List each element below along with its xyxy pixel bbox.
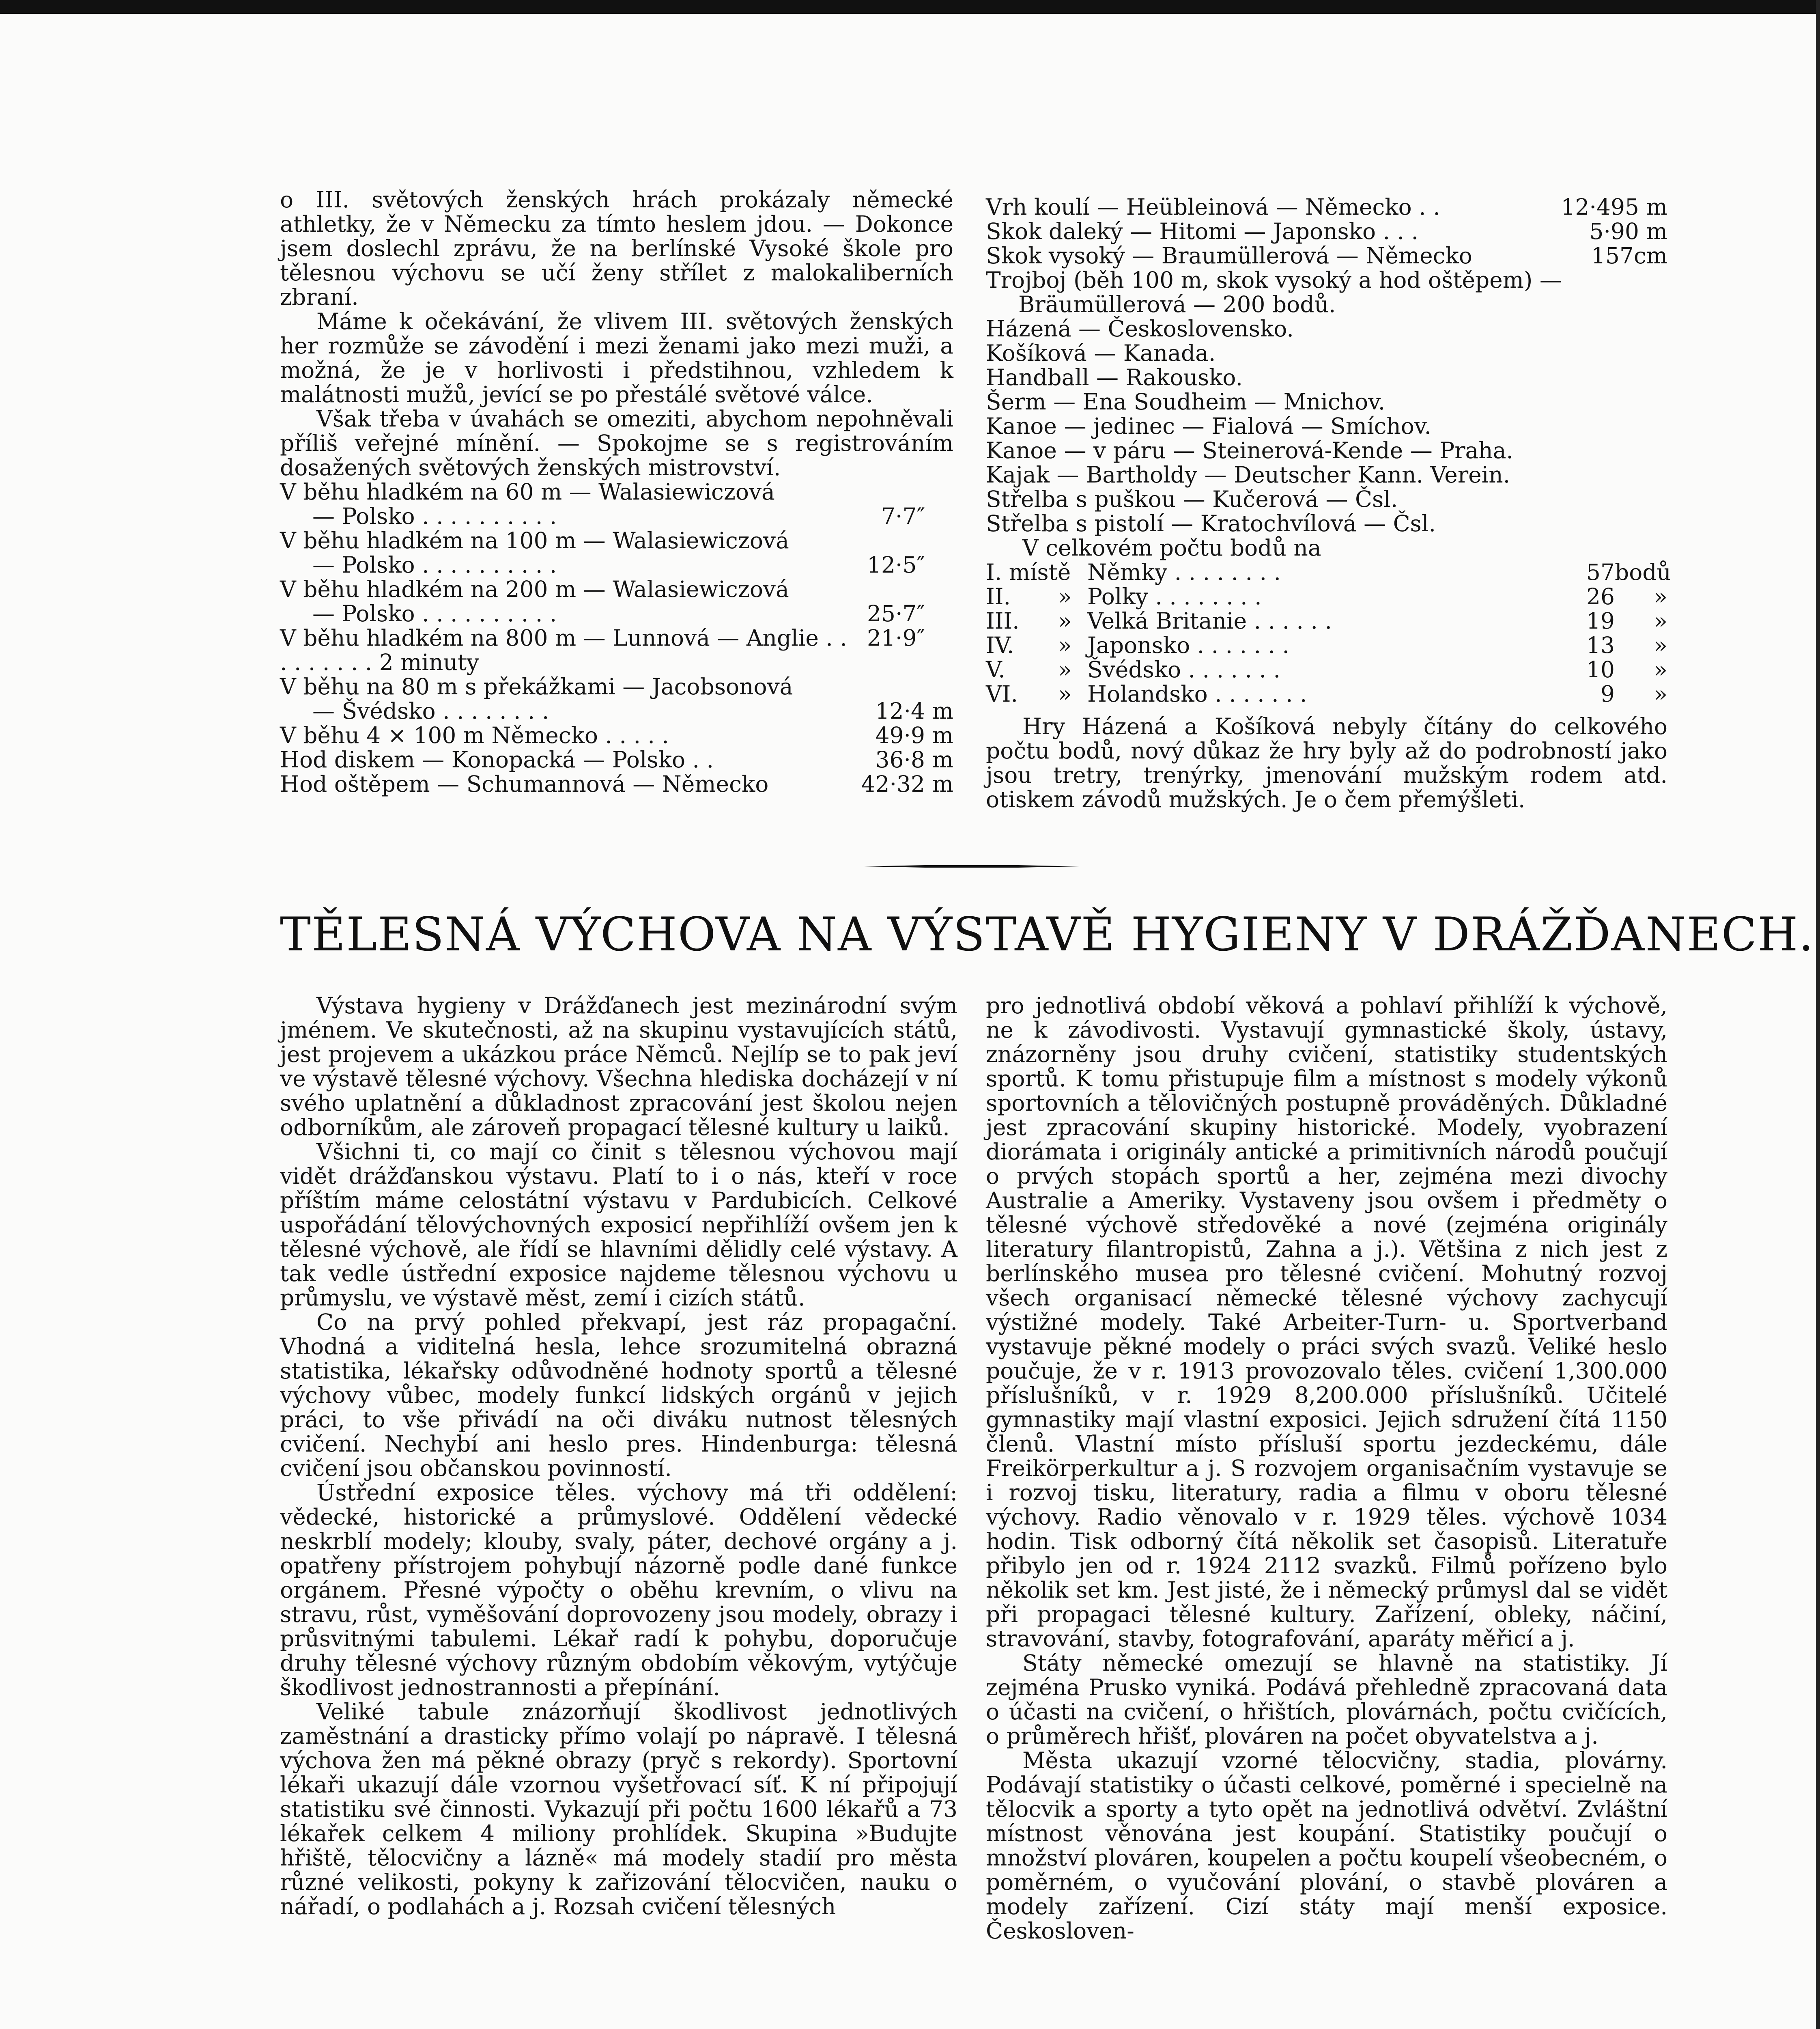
paragraph: Ústřední exposice těles. výchovy má tři oddělení: vědecké, historické a průmyslové. Oddělení vědecké neskrblí modely; klouby, svaly, páter, dechové orgány a j. opatřeny přístrojem pohybují názorně podle dané funkce orgánem. Přesné výpočty o oběhu krevním, o vlivu na stravu, růst, vyměšování doprovozeny jsou modely, obrazy i průsvitnými tabulemi. Lékař radí k pohybu, doporučuje druhy tělesné výchovy různým obdobím věkovým, vytýčuje škodlivost jednostrannosti a přepínání. bbox=[280, 1480, 957, 1700]
ranking-row bbox=[986, 559, 1671, 585]
result-entry bbox=[986, 195, 1667, 219]
paragraph: Máme k očekávání, že vlivem III. světových ženských her rozmůže se závodění i mezi ženami jako mezi muži, a možná, že je v horlivosti i předstihnou, vzhledem k malátnosti mužů, jevící se po přestálé světové válce. bbox=[280, 308, 953, 407]
rank-ditto: » bbox=[1058, 584, 1072, 610]
result-unit: m bbox=[932, 747, 953, 773]
result-value: 12·5″ bbox=[867, 552, 925, 578]
winner-line: Střelba s pistolí — Kratochvílová — Čsl. bbox=[986, 510, 1436, 536]
paragraph: Města ukazují vzorné tělocvičny, stadia, plovárny. Podávají statistiky o účasti celkové, poměrné i specielně na tělocvik a sporty a tyto opět na jednotlivá odvětví. Zvláštní místnost věnována jest koupání. Statistiky poučují o množství plováren, koupelen a počtu koupelí všeobecném, o poměrném, o vyučování plování, o stavbě plováren a modely zařízení. Cizí státy mají menší exposice. Českosloven- bbox=[986, 1747, 1667, 1944]
result-unit: m bbox=[1646, 194, 1667, 220]
rank-country: Holandsko . . . . . . . bbox=[1087, 681, 1307, 707]
result-text: V běhu 4 × 100 m Německo . . . . . bbox=[280, 722, 669, 748]
result-value: 42·32 bbox=[861, 771, 925, 797]
winner-line: Kajak — Bartholdy — Deutscher Kann. Verein. bbox=[986, 462, 1510, 488]
section-divider bbox=[864, 864, 1079, 869]
result-value: 7·7″ bbox=[881, 503, 925, 529]
result-unit: cm bbox=[1634, 243, 1667, 269]
result-entry bbox=[280, 772, 953, 796]
ranking-row bbox=[986, 633, 1667, 657]
rank-position: VI. bbox=[986, 681, 1018, 707]
winner-line: Košíková — Kanada. bbox=[986, 340, 1216, 366]
result-unit bbox=[925, 626, 953, 674]
result-unit: m bbox=[932, 771, 953, 797]
ranking-row bbox=[986, 609, 1667, 633]
result-unit: m bbox=[932, 722, 953, 748]
scan-edge-top bbox=[0, 0, 1820, 14]
paragraph: Však třeba v úvahách se omeziti, abychom nepohněvali příliš veřejné mínění. — Spokojme se s registrováním dosažených světových ženských mistrovství. bbox=[280, 406, 953, 480]
result-entry bbox=[986, 219, 1667, 243]
rank-unit: bodů bbox=[1615, 559, 1671, 585]
closing-text bbox=[986, 714, 1667, 812]
article-headline: TĚLESNÁ VÝCHOVA NA VÝSTAVĚ HYGIENY V DRÁŽĎANECH. bbox=[280, 907, 1814, 961]
rank-ditto: » bbox=[1058, 657, 1072, 683]
result-text: V běhu hladkém na 800 m — Lunnová — Anglie . . . . . . . . . 2 minuty bbox=[280, 625, 847, 675]
result-entry bbox=[280, 626, 953, 674]
rank-unit: » bbox=[1654, 584, 1667, 610]
winner-line: Kanoe — jedinec — Fialová — Smíchov. bbox=[986, 413, 1431, 439]
rank-unit: » bbox=[1654, 681, 1667, 707]
rank-points: 57 bbox=[1586, 559, 1615, 585]
rank-points: 9 bbox=[1601, 681, 1615, 707]
rank-position: V. bbox=[986, 657, 1005, 683]
ranking-row bbox=[986, 657, 1667, 682]
result-value: 5·90 bbox=[1589, 218, 1639, 244]
results-list-left bbox=[280, 480, 953, 796]
winner-line: Házená — Československo. bbox=[986, 316, 1294, 342]
rank-points: 19 bbox=[1586, 608, 1615, 634]
paragraph: Hry Házená a Košíková nebyly čítány do celkového počtu bodů, nový důkaz že hry byly až do podrobností jako jsou tretry, trenýrky, jmenování mužským rodem atd. otiskem závodů mužských. Je o čem přemýšleti. bbox=[986, 713, 1667, 812]
article-right-column bbox=[986, 993, 1667, 1943]
paragraph: o III. světových ženských hrách prokázaly německé athletky, že v Německu za tímto heslem jdou. — Dokonce jsem doslechl zprávu, že na berlínské Vysoké škole pro tělesnou výchovu se učí ženy střílet z malokaliberních zbraní. bbox=[280, 187, 953, 310]
rank-ditto: » bbox=[1058, 608, 1072, 634]
paragraph: pro jednotlivá období věková a pohlaví přihlíží k výchově, ne k závodivosti. Vystavují gymnastické školy, ústavy, znázorněny jsou druhy cvičení, statistiky studentských sportů. K tomu přistupuje film a místnost s modely výkonů sportovních a tělovičných postupně prováděných. Důkladné jest zpracování skupiny historické. Modely, vyobrazení diorámata i originály antické a primitivních národů poučují o prvých stopách sportů a her, zejména mezi divochy Australie a Ameriky. Vystaveny jsou ovšem i předměty o tělesné výchově středověké a nové (zejména originály literatury filantropistů, Zahna a j.). Většina z nich jest z berlínského musea pro tělesné cvičení. Mohutný rozvoj všech organisací německé tělesné výchovy zachycují výstižné modely. Také Arbeiter-Turn- u. Sportverband vystavuje pěkné modely o práci svých svazů. Veliké heslo poučuje, že v r. 1913 provozovalo těles. cvičení 1,300.000 příslušníků, v r. 1929 8,200.000 příslušníků. Učitelé gymnastiky mají vlastní exposici. Jejich sdružení čítá 1150 členů. Vlastní místo přísluší sportu jezdeckému, dále Freikörperkultur a j. S rozvojem organisačním vystavuje se i rozvoj tisku, literatury, radia a filmu v oboru tělesné výchovy. Radio věnovalo v r. 1929 těles. výchově 1034 hodin. Tisk odborný čítá několik set časopisů. Literatuře přibylo jen od r. 1924 2112 svazků. Filmů pořízeno bylo několik set km. Jest jisté, že i německý průmysl dal se vidět při propagaci tělesné kultury. Zařízení, obleky, náčiní, stravování, stavby, fotografování, aparáty měřicí a j. bbox=[986, 993, 1667, 1652]
rank-points: 26 bbox=[1586, 584, 1615, 610]
result-value: 12·4 bbox=[875, 698, 925, 724]
top-right-column bbox=[986, 194, 1671, 812]
divider-rule bbox=[864, 864, 1079, 869]
result-unit: m bbox=[1646, 218, 1667, 244]
result-text: Skok daleký — Hitomi — Japonsko . . . bbox=[986, 218, 1419, 244]
rank-country: Velká Britanie . . . . . . bbox=[1087, 608, 1332, 634]
result-unit bbox=[925, 601, 953, 626]
rank-country: Japonsko . . . . . . . bbox=[1087, 632, 1290, 658]
article-left-column bbox=[280, 993, 957, 1919]
rank-position: III. bbox=[986, 608, 1020, 634]
result-text: Vrh koulí — Heübleinová — Německo . . bbox=[986, 194, 1440, 220]
result-entry bbox=[280, 747, 953, 772]
result-value: 157 bbox=[1591, 243, 1634, 269]
top-left-column bbox=[280, 187, 953, 796]
rank-country: Polky . . . . . . . . bbox=[1087, 584, 1262, 610]
rank-country: Švédsko . . . . . . . bbox=[1087, 657, 1280, 683]
winner-line: Střelba s puškou — Kučerová — Čsl. bbox=[986, 486, 1398, 512]
rank-country: Němky . . . . . . . . bbox=[1087, 559, 1281, 585]
result-entry bbox=[280, 723, 953, 747]
rank-points: 10 bbox=[1586, 657, 1615, 683]
result-value: 21·9″ bbox=[867, 625, 925, 651]
result-entry bbox=[986, 243, 1667, 268]
ranking-table bbox=[986, 559, 1671, 707]
rank-unit: » bbox=[1654, 632, 1667, 658]
result-entry bbox=[280, 577, 953, 626]
rank-points: 13 bbox=[1586, 632, 1615, 658]
result-value: 49·9 bbox=[875, 722, 925, 748]
paragraph: Výstava hygieny v Drážďanech jest mezinárodní svým jménem. Ve skutečnosti, až na skupinu vystavujících států, jest projevem a ukázkou práce Němců. Nejlíp se to pak jeví ve výstavě tělesné výchovy. Všechna hlediska docházejí v ní svého uplatnění a důkladnost zpracování jest školou nejen odborníkům, ale zároveň propagací tělesné kultury u laiků. bbox=[280, 993, 957, 1140]
rank-ditto: » bbox=[1058, 681, 1072, 707]
rank-ditto: » bbox=[1058, 632, 1072, 658]
result-text: — Švédsko . . . . . . . . bbox=[312, 698, 549, 724]
event-winners-list bbox=[986, 268, 1667, 560]
ranking-row bbox=[986, 682, 1667, 706]
result-entry bbox=[280, 674, 953, 723]
results-list-right bbox=[986, 195, 1667, 268]
result-unit bbox=[925, 504, 953, 528]
paragraph: Státy německé omezují se hlavně na statistiky. Jí zejména Prusko vyniká. Podává přehledně zpracovaná data o účasti na cvičení, o hřištích, plovárnách, počtu cvičících, o průměrech hřišť, plováren na počet obyvatelstva a j. bbox=[986, 1650, 1667, 1749]
ranking-intro: V celkovém počtu bodů na bbox=[1022, 535, 1321, 561]
result-entry bbox=[280, 528, 953, 577]
result-text: V běhu hladkém na 200 m — Walasiewiczová bbox=[280, 576, 789, 602]
rank-position: IV. bbox=[986, 632, 1014, 658]
result-value: 12·495 bbox=[1561, 194, 1639, 220]
ranking-row bbox=[986, 584, 1667, 609]
result-value: 25·7″ bbox=[867, 601, 925, 627]
result-text: — Polsko . . . . . . . . . . bbox=[312, 552, 557, 578]
winner-line: Handball — Rakousko. bbox=[986, 364, 1243, 390]
result-text: Hod oštěpem — Schumannová — Německo bbox=[280, 771, 769, 797]
winner-line: Trojboj (běh 100 m, skok vysoký a hod oštěpem) — bbox=[986, 267, 1562, 293]
result-unit bbox=[925, 553, 953, 577]
winner-line: Bräumüllerová — 200 bodů. bbox=[1018, 291, 1336, 317]
winner-line: Kanoe — v páru — Steinerová-Kende — Praha. bbox=[986, 437, 1513, 463]
result-text: Skok vysoký — Braumüllerová — Německo bbox=[986, 243, 1472, 269]
result-text: Hod diskem — Konopacká — Polsko . . bbox=[280, 747, 714, 773]
result-text: V běhu na 80 m s překážkami — Jacobsonová bbox=[280, 674, 793, 700]
rank-unit: » bbox=[1654, 608, 1667, 634]
result-text: V běhu hladkém na 100 m — Walasiewiczová bbox=[280, 528, 789, 554]
scan-edge-right bbox=[1816, 0, 1820, 2029]
intro-text bbox=[280, 187, 953, 480]
result-text: — Polsko . . . . . . . . . . bbox=[312, 503, 557, 529]
paragraph: Všichni ti, co mají co činit s tělesnou výchovou mají vidět drážďanskou výstavu. Platí to i o nás, kteří v roce příštím máme celostátní výstavu v Pardubicích. Celkové uspořádání tělovýchovných exposicí nepřihlíží ovšem jen k tělesné výchově, ale řídí se hlavními dělidly celé výstavy. A tak vedle ústřední exposice najdeme tělesnou výchovu u průmyslu, ve výstavě měst, zemí i cizích států. bbox=[280, 1139, 957, 1311]
paragraph: Co na prvý pohled překvapí, jest ráz propagační. Vhodná a viditelná hesla, lehce srozumitelná obrazná statistika, lékařsky odůvodněné hodnoty sportů a tělesné výchovy vůbec, modely funkcí lidských orgánů v jejich práci, to vše přivádí na oči diváku nutnost tělesných cvičení. Nechybí ani heslo pres. Hindenburga: tělesná cvičení jsou občanskou povinností. bbox=[280, 1309, 957, 1481]
result-value: 36·8 bbox=[875, 747, 925, 773]
rank-position: II. bbox=[986, 584, 1011, 610]
rank-position: I. místě bbox=[986, 559, 1071, 585]
result-text: V běhu hladkém na 60 m — Walasiewiczová bbox=[280, 479, 775, 505]
winner-line: Šerm — Ena Soudheim — Mnichov. bbox=[986, 389, 1385, 415]
rank-unit: » bbox=[1654, 657, 1667, 683]
result-entry bbox=[280, 480, 953, 528]
result-unit: m bbox=[932, 698, 953, 724]
paragraph: Veliké tabule znázorňují škodlivost jednotlivých zaměstnání a drasticky přímo volají po nápravě. I tělesná výchova žen má pěkné obrazy (pryč s rekordy). Sportovní lékaři ukazují dále vzornou vyšetřovací síť. K ní připojují statistiku své činnosti. Vykazují při počtu 1600 lékařů a 73 lékařek celkem 4 miliony prohlídek. Skupina »Budujte hřiště, tělocvičny a lázně« má modely stadií pro města různé velikosti, pokyny k zařizování tělocvičen, nauku o nářadí, o podlahách a j. Rozsah cvičení tělesných bbox=[280, 1699, 957, 1919]
result-text: — Polsko . . . . . . . . . . bbox=[312, 601, 557, 627]
